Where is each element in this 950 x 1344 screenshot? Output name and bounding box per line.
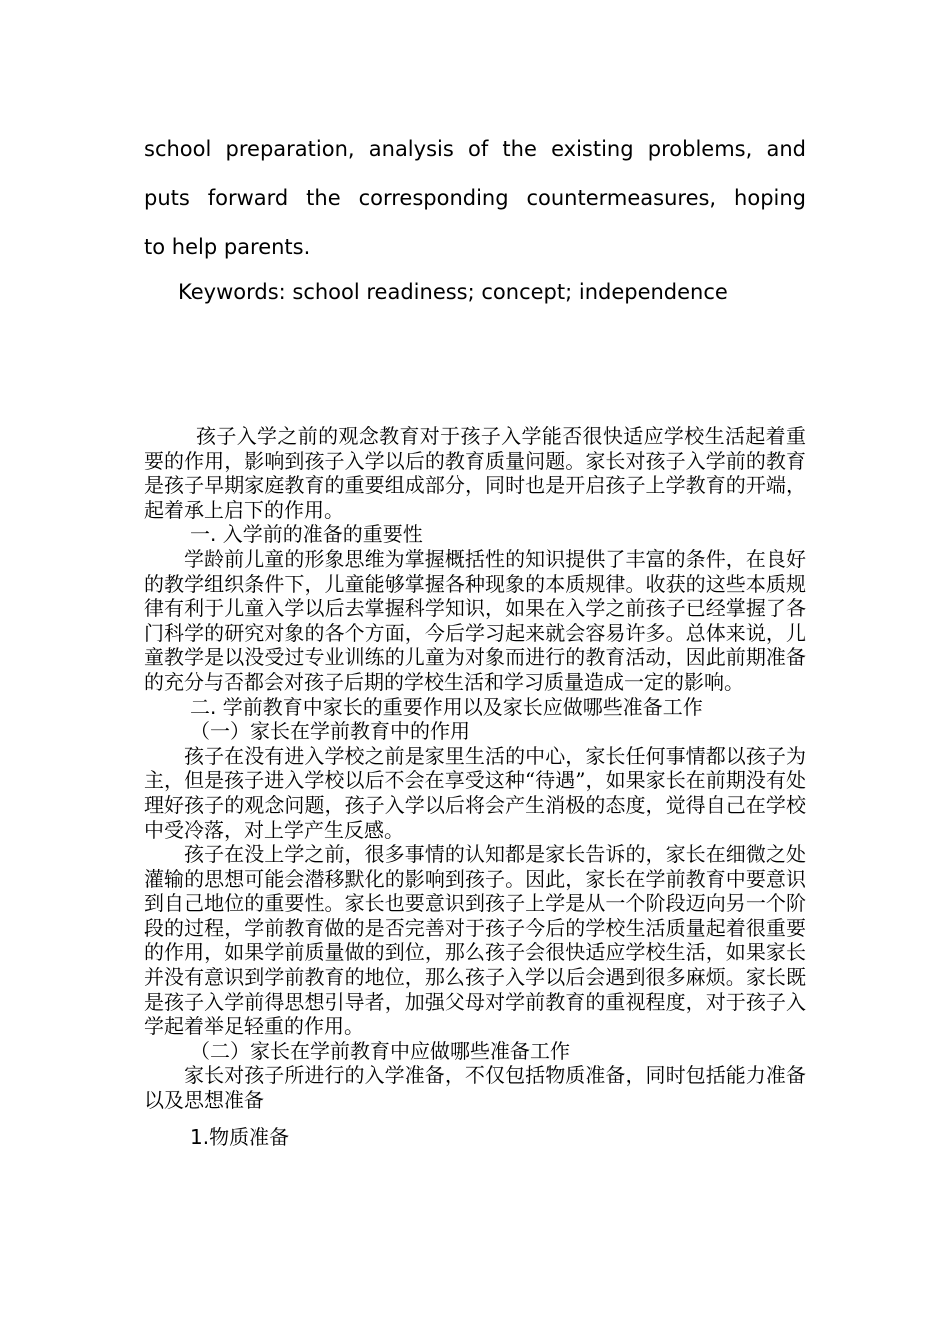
list-item-heading: 1.物质准备 xyxy=(190,1124,290,1149)
intro-paragraph: 孩子入学之前的观念教育对于孩子入学能否很快适应学校生活起着重要的作用，影响到孩子入学以后的教育质量问题。家长对孩子入学前的教育是孩子早期家庭教育的重要组成部分，同时也是开启孩子上学教育的开端，起着承上启下的作用。 xyxy=(144,424,806,522)
body-text xyxy=(144,424,806,1149)
body-paragraph: 家长对孩子所进行的入学准备，不仅包括物质准备，同时包括能力准备以及思想准备 xyxy=(144,1063,806,1113)
abstract-line: to help parents. xyxy=(144,235,311,259)
subsection-heading: （一）家长在学前教育中的作用 xyxy=(190,719,470,744)
body-paragraph: 孩子在没有进入学校之前是家里生活的中心，家长任何事情都以孩子为主，但是孩子进入学校以后不会在享受这种“待遇”，如果家长在前期没有处理好孩子的观念问题，孩子入学以后将会产生消极的态度，觉得自己在学校中受冷落，对上学产生反感。 xyxy=(144,743,806,842)
section-heading: 一. 入学前的准备的重要性 xyxy=(190,522,423,547)
body-paragraph: 孩子在没上学之前，很多事情的认知都是家长告诉的，家长在细微之处灌输的思想可能会潜移默化的影响到孩子。因此，家长在学前教育中要意识到自己地位的重要性。家长也要意识到孩子上学是从一个阶段迈向另一个阶段的过程，学前教育做的是否完善对于孩子今后的学校生活质量起着很重要的作用，如果学前质量做的到位，那么孩子会很快适应学校生活，如果家长并没有意识到学前教育的地位，那么孩子入学以后会遇到很多麻烦。家长既是孩子入学前得思想引导者，加强父母对学前教育的重视程度，对于孩子入学起着举足轻重的作用。 xyxy=(144,842,806,1039)
abstract-english xyxy=(144,125,806,272)
abstract-line: puts forward the corresponding countermeasures, hoping xyxy=(144,186,806,210)
abstract-line: school preparation, analysis of the existing problems, and xyxy=(144,137,806,161)
body-paragraph: 学龄前儿童的形象思维为掌握概括性的知识提供了丰富的条件，在良好的教学组织条件下，儿童能够掌握各种现象的本质规律。收获的这些本质规律有利于儿童入学以后去掌握科学知识，如果在入学之前孩子已经掌握了各门科学的研究对象的各个方面，今后学习起来就会容易许多。总体来说，儿童教学是以没受过专业训练的儿童为对象而进行的教育活动，因此前期准备的充分与否都会对孩子后期的学校生活和学习质量造成一定的影响。 xyxy=(144,546,806,694)
subsection-heading: （二）家长在学前教育中应做哪些准备工作 xyxy=(190,1038,570,1063)
keywords-line: Keywords: school readiness; concept; independence xyxy=(178,280,728,304)
section-heading: 二. 学前教育中家长的重要作用以及家长应做哪些准备工作 xyxy=(190,694,703,719)
